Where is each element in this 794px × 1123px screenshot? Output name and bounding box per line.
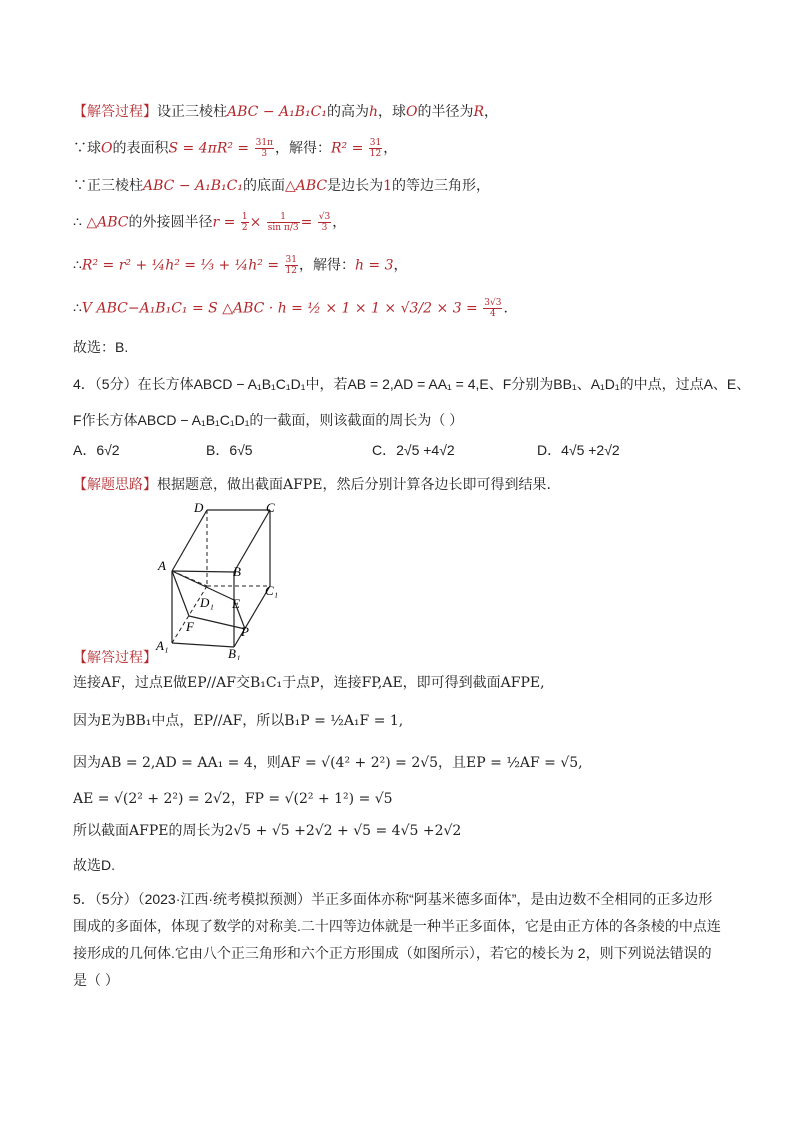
q4-solution-1: 连接AF，过点E做EP//AF交B₁C₁于点P，连接FP,AE，即可得到截面AFPE, [73,675,545,691]
option-a: A．6√2 [73,442,120,458]
solution-line-2: ∵球O的表面积S = 4πR² = $\frac{31\pi}{3}$ ，解得：R² = $\frac{31}{12}$ ， [73,138,398,159]
cuboid-figure [150,500,300,660]
q4-solution-4: AE = √(2² + 2²) = 2√2，FP = √(2² + 1²) = √5 [73,791,393,807]
q4-solution-5: 所以截面AFPE的周长为2√5 + √5 +2√2 + √5 = 4√5 +2√2 [73,823,462,839]
label-p: P [241,624,249,639]
label-a1: A₁ [156,638,169,653]
question-4-stem-2: F作长方体ABCD − A₁B₁C₁D₁的一截面，则该截面的周长为（ ） [73,412,464,428]
question-4-options [73,440,620,460]
label-c1: C₁ [265,583,279,598]
idea-header: 【解题思路】 [73,476,157,492]
option-b: B．6√5 [206,442,253,458]
solution-line-5: ∴R² = r² + ¼h² = ⅓ + ¼h² = $\frac{31}{12}$ ，解得：h = 3， [73,255,408,276]
fraction: $\frac{√3}{3}$ [318,212,331,233]
option-d: D．4√5 +2√2 [537,442,620,458]
label-d1: D₁ [200,595,214,610]
answer-3: 故选：B. [73,339,129,355]
solution-idea: 【解题思路】根据题意，做出截面AFPE，然后分别计算各边长即可得到结果. [73,476,551,493]
solution-header-4: 【解答过程】 [73,649,157,665]
answer-4: 故选D. [73,857,115,873]
q4-solution-2: 因为E为BB₁中点，EP//AF，所以B₁P = ½A₁F = 1, [73,713,404,729]
label-b1: B₁ [228,646,241,660]
fraction: $\frac{31}{12}$ [285,255,297,276]
label-f: F [186,619,194,634]
fraction: $\frac{3√3}{4}$ [484,298,502,319]
solution-line-3: ∵正三棱柱ABC − A₁B₁C₁的底面△ABC是边长为1的等边三角形， [73,178,491,194]
q4-solution-3: 因为AB = 2,AD = AA₁ = 4，则AF = √(4² + 2²) = 2√5，且EP = ½AF = √5, [73,755,583,771]
solution-header: 【解答过程】 [73,103,157,119]
label-d: D [194,500,204,515]
solution-line-1: 【解答过程】设正三棱柱ABC − A₁B₁C₁的高为h，球O的半径为R， [73,103,499,120]
solution-line-6: ∴V ABC−A₁B₁C₁ = S △ABC · h = ½ × 1 × 1 × √3/2 × 3 = $\frac{3√3}{4}$ . [73,298,508,319]
question-4-stem-1: 4．（5分）在长方体ABCD − A₁B₁C₁D₁中，若AB = 2,AD = AA₁ = 4,E、F分别为BB₁、A₁D₁的中点，过点A、E、 [73,376,751,392]
fraction: $\frac{31\pi}{3}$ [255,138,273,159]
fraction: $\frac{1}{\text{sin π/3}}$ [267,212,299,233]
question-5-stem: 5．（5分）（2023·江西·统考模拟预测）半正多面体亦称“阿基米德多面体”，是由边数不全相同的正多边形围成的多面体，体现了数学的对称美.二十四等边体就是一种半正多面体，它是由正方体的各条棱的中点连接形成的几何体.它由八个正三角形和六个正方形围成（如图所示），若它的棱长为 2，则下列说法错误的是（ ） [73,891,721,988]
option-c: C．2√5 +4√2 [372,442,455,458]
label-c: C [266,500,275,515]
label-b: B [233,564,241,579]
solution-line-4: ∴ △ABC的外接圆半径r = $\frac{1}{2}$ × $\frac{1}{\text{sin π/3}}$ = $\frac{√3}{3}$ ， [73,212,347,233]
label-e: E [232,596,240,611]
fraction: $\frac{1}{2}$ [241,212,248,233]
fraction: $\frac{31}{12}$ [369,138,382,159]
label-a: A [158,558,166,573]
